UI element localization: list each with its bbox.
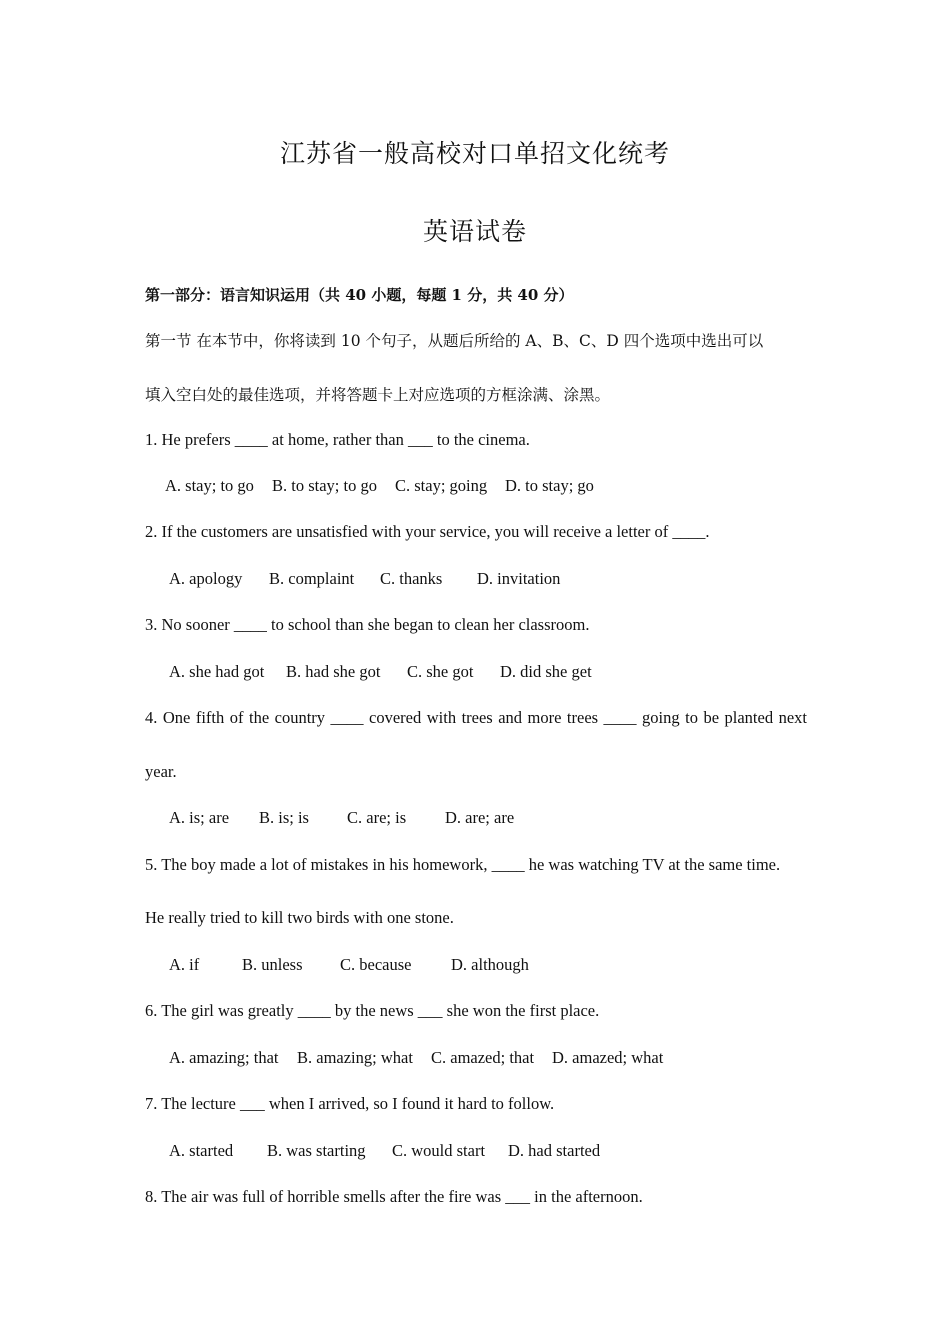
question-7-stem: 7. The lecture ___ when I arrived, so I found it hard to follow. [145,1094,555,1113]
question-6-option-d: D. amazed; what [552,1048,664,1067]
question-7-option-b: B. was starting [267,1141,366,1160]
question-3-option-c: C. she got [407,662,474,681]
question-4-option-c: C. are; is [347,808,407,827]
question-1-option-b: B. to stay; to go [272,476,377,495]
question-7-option-d: D. had started [508,1141,601,1160]
part1-instruction-line1: 第一节 在本节中，你将读到 10 个句子，从题后所给的 A、B、C、D 四个选项中选出可以 [145,332,764,350]
part1-instruction-line2: 填入空白处的最佳选项，并将答题卡上对应选项的方框涂满、涂黑。 [145,386,611,404]
question-1-option-a: A. stay; to go [165,476,254,495]
question-7-option-c: C. would start [392,1141,486,1160]
question-3-option-b: B. had she got [286,662,381,681]
question-6-option-b: B. amazing; what [297,1048,413,1067]
question-8-stem: 8. The air was full of horrible smells after the fire was ___ in the afternoon. [145,1187,643,1206]
question-5-stem-line1: 5. The boy made a lot of mistakes in his homework, ____ he was watching TV at the same time. [145,855,781,874]
question-6-stem: 6. The girl was greatly ____ by the news ___ she won the first place. [145,1001,600,1020]
question-5-option-d: D. although [451,955,529,974]
question-2-option-d: D. invitation [477,569,561,588]
question-2-option-c: C. thanks [380,569,443,588]
question-4-stem-line2: year. [145,762,177,781]
question-1-stem: 1. He prefers ____ at home, rather than ___ to the cinema. [145,430,530,449]
question-4-option-b: B. is; is [259,808,309,827]
question-2-option-b: B. complaint [269,569,355,588]
question-3-option-a: A. she had got [169,662,265,681]
question-4-option-d: D. are; are [445,808,515,827]
question-6-option-c: C. amazed; that [431,1048,535,1067]
question-4-stem-line1: 4. One fifth of the country ____ covered with trees and more trees ____ going to be planted next [145,708,807,727]
question-1-option-d: D. to stay; go [505,476,594,495]
question-2-option-a: A. apology [169,569,243,588]
question-5-stem-line2: He really tried to kill two birds with one stone. [145,908,454,927]
question-3-stem: 3. No sooner ____ to school than she began to clean her classroom. [145,615,590,634]
question-4-option-a: A. is; are [169,808,230,827]
exam-title: 江苏省一般高校对口单招文化统考 [279,139,670,168]
exam-subtitle: 英语试卷 [422,217,527,246]
question-1-option-c: C. stay; going [395,476,488,495]
question-5-option-b: B. unless [242,955,303,974]
part1-heading: 第一部分：语言知识运用（共 40 小题，每题 1 分，共 40 分） [145,286,574,304]
question-5-option-c: C. because [340,955,412,974]
question-3-option-d: D. did she get [500,662,592,681]
question-6-option-a: A. amazing; that [169,1048,279,1067]
question-7-option-a: A. started [169,1141,234,1160]
question-5-option-a: A. if [169,955,200,974]
question-2-stem: 2. If the customers are unsatisfied with your service, you will receive a letter of ____. [145,522,710,541]
